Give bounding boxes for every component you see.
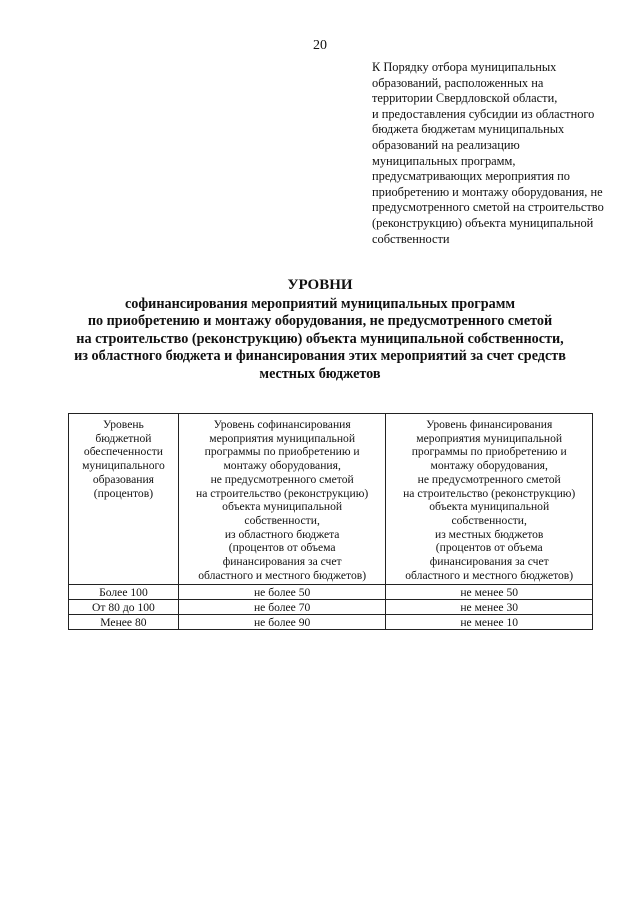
table-cell: не менее 50 <box>386 585 593 600</box>
table-header-row <box>69 414 593 585</box>
header-line: Уровень софинансирования <box>213 418 351 431</box>
annex-line: территории Свердловской области, <box>372 91 558 106</box>
header-line: областного и местного бюджетов) <box>198 568 367 582</box>
header-line: на строительство (реконструкцию) <box>196 486 369 500</box>
table-cell: не более 70 <box>178 600 386 615</box>
cofinancing-levels-table <box>68 413 593 630</box>
header-regional-cofinancing-level <box>178 414 386 585</box>
annex-line: (реконструкцию) объекта муниципальной <box>372 215 594 230</box>
header-line: бюджетной <box>95 431 152 445</box>
title-main: УРОВНИ <box>287 277 353 293</box>
header-line: Уровень <box>103 418 144 431</box>
header-line: финансирования за счет <box>429 555 549 569</box>
annex-line: К Порядку отбора муниципальных <box>372 60 557 74</box>
table-row <box>69 615 593 630</box>
header-line: финансирования за счет <box>222 555 342 569</box>
annex-line: приобретению и монтажу оборудования, не <box>372 184 603 199</box>
annex-line: образований на реализацию <box>372 137 520 152</box>
header-line: собственности, <box>244 513 320 527</box>
header-line: (процентов от объема <box>228 541 336 555</box>
title-line: на строительство (реконструкцию) объекта муниципальной собственности, <box>76 330 564 347</box>
header-line: объекта муниципальной <box>222 500 343 514</box>
annex-line: муниципальных программ, <box>372 153 516 168</box>
header-line: не предусмотренного сметой <box>210 472 354 486</box>
header-budget-provision-level <box>69 414 179 585</box>
table-cell: не более 50 <box>178 585 386 600</box>
title-line: софинансирования мероприятий муниципальных программ <box>124 296 516 312</box>
page-number: 20 <box>313 38 327 53</box>
header-line: программы по приобретению и <box>204 445 360 459</box>
annex-line: образований, расположенных на <box>372 75 544 90</box>
annex-heading <box>372 60 622 247</box>
title-line: из областного бюджета и финансирования этих мероприятий за счет средств <box>74 348 566 365</box>
header-line: объекта муниципальной <box>429 500 550 514</box>
header-line: монтажу оборудования, <box>430 459 548 473</box>
title-line: по приобретению и монтажу оборудования, не предусмотренного сметой <box>87 313 553 330</box>
header-line: мероприятия муниципальной <box>209 431 356 445</box>
table-cell: не более 90 <box>178 615 386 630</box>
annex-line: бюджета бюджетам муниципальных <box>372 122 565 137</box>
header-line: из областного бюджета <box>224 527 340 541</box>
header-line: Уровень финансирования <box>426 418 553 431</box>
header-line: собственности, <box>451 513 527 527</box>
header-line: из местных бюджетов <box>434 527 544 541</box>
table-cell: Менее 80 <box>69 615 179 630</box>
header-line: (процентов от объема <box>435 541 543 555</box>
header-line: монтажу оборудования, <box>223 459 341 473</box>
header-local-financing-level <box>386 414 593 585</box>
table-cell: От 80 до 100 <box>69 600 179 615</box>
annex-line: собственности <box>372 231 450 246</box>
title-line: местных бюджетов <box>259 365 381 382</box>
header-line: муниципального <box>82 459 165 473</box>
annex-line: и предоставления субсидии из областного <box>372 106 595 121</box>
table-cell: не менее 30 <box>386 600 593 615</box>
header-line: на строительство (реконструкцию) <box>403 486 576 500</box>
table-row <box>69 585 593 600</box>
header-line: (процентов) <box>93 486 154 500</box>
header-line: образования <box>92 472 155 486</box>
header-line: обеспеченности <box>83 445 163 459</box>
table-cell: не менее 10 <box>386 615 593 630</box>
annex-line: предусматривающих мероприятия по <box>372 169 570 184</box>
table-cell: Более 100 <box>69 585 179 600</box>
header-line: не предусмотренного сметой <box>417 472 561 486</box>
header-line: программы по приобретению и <box>411 445 567 459</box>
table-row <box>69 600 593 615</box>
annex-line: предусмотренного сметой на строительство <box>372 200 604 215</box>
header-line: мероприятия муниципальной <box>416 431 563 445</box>
document-title <box>0 276 640 383</box>
header-line: областного и местного бюджетов) <box>405 568 574 582</box>
